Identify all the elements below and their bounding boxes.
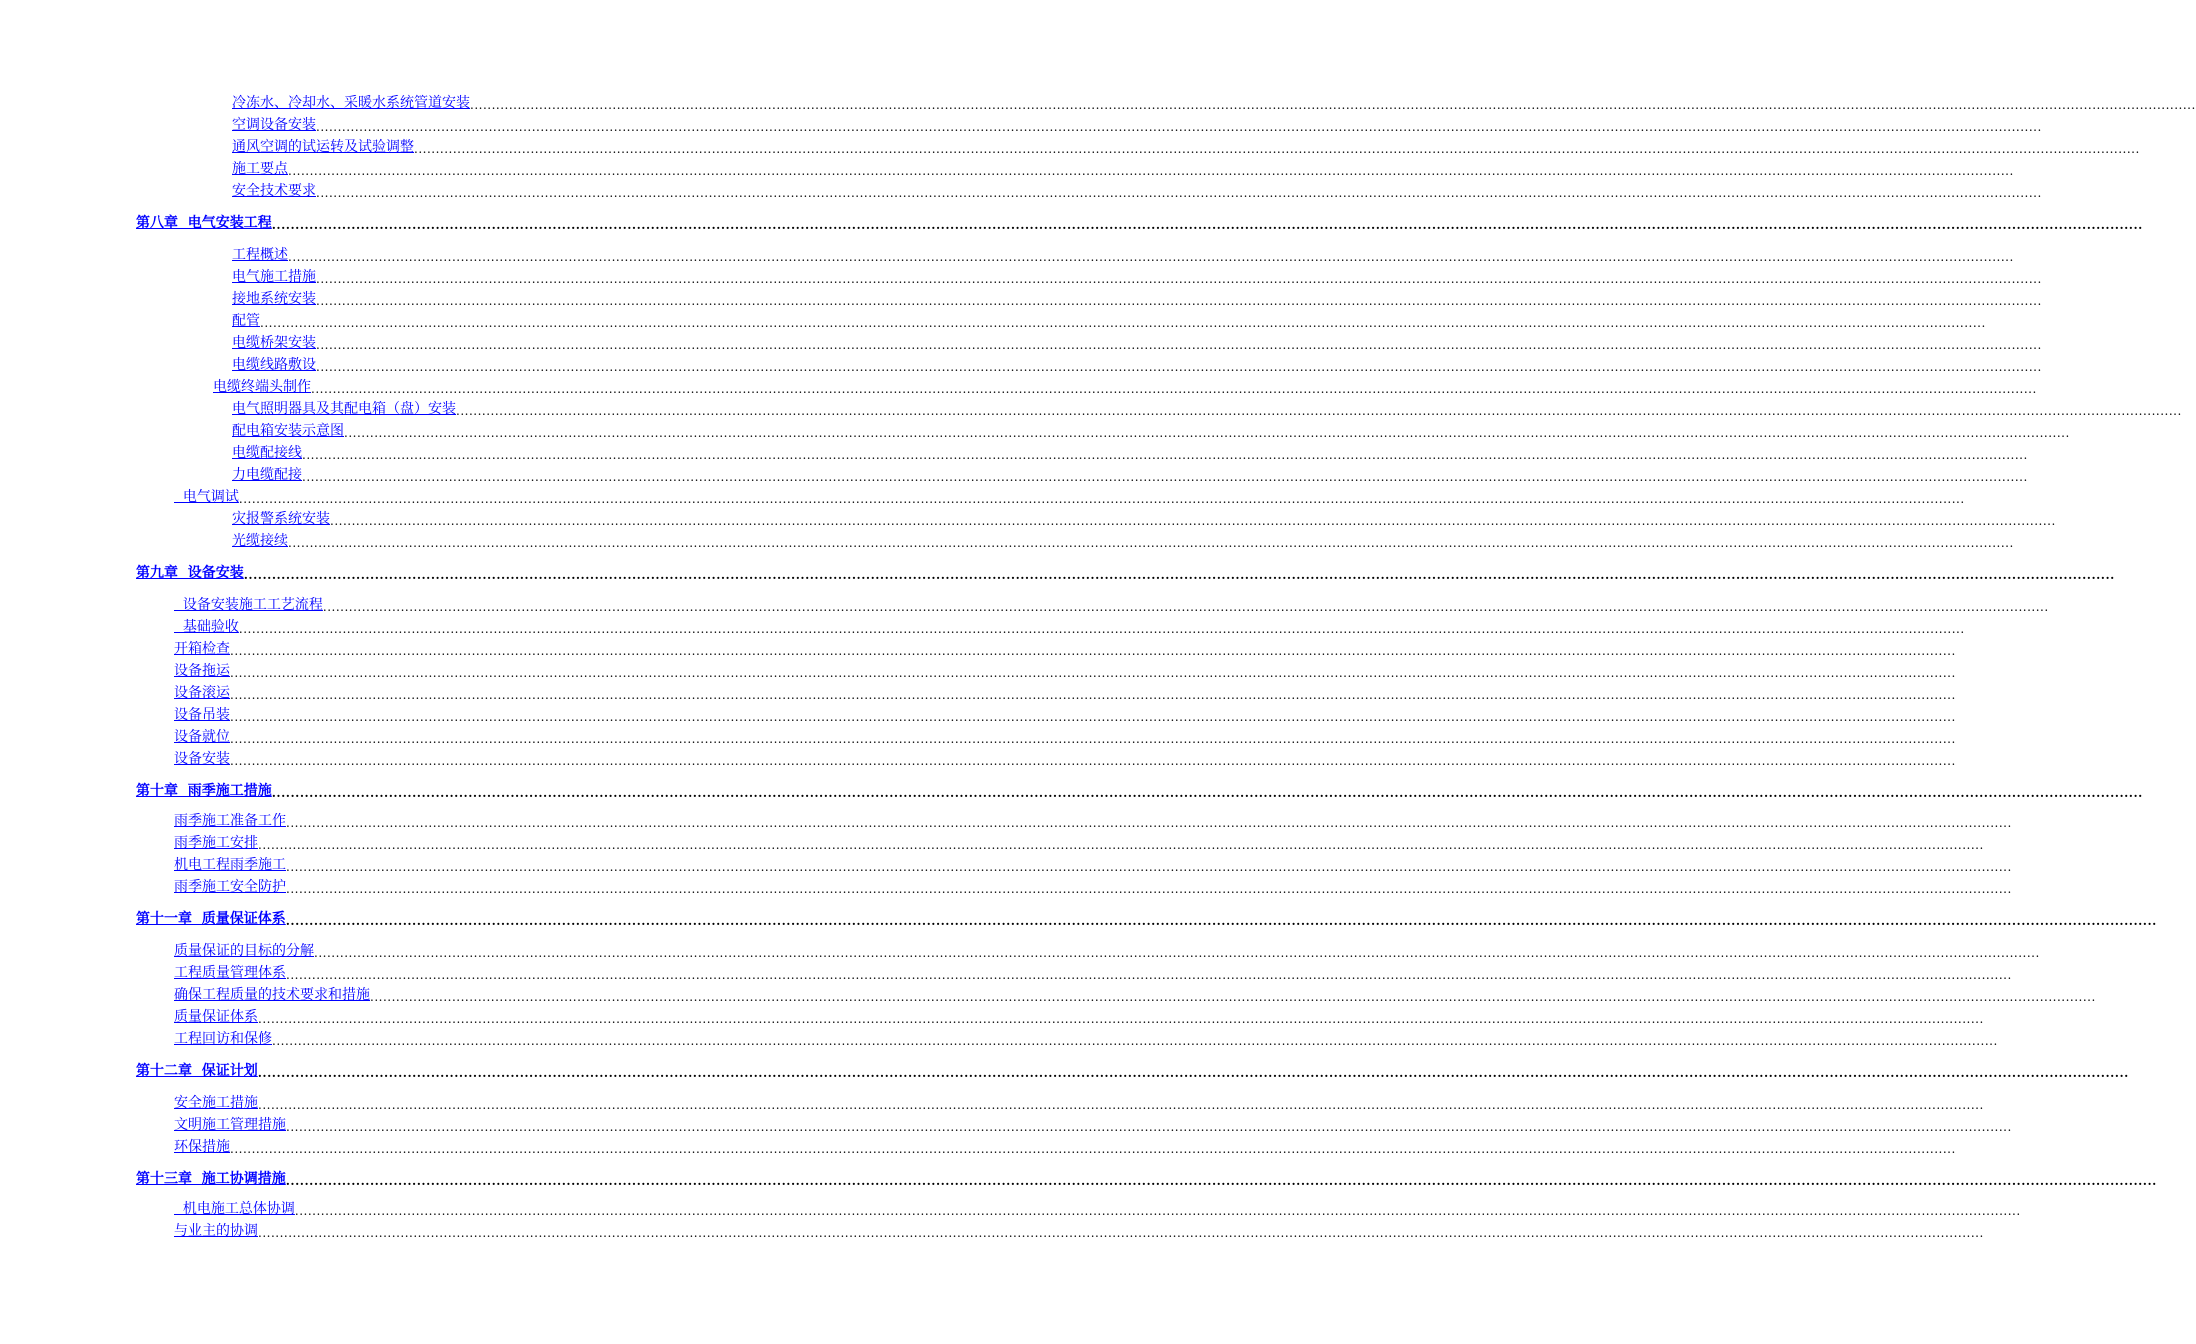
- dot-leader: ................................................................................................................................................................................................................................................................................................................................................................................................................: [238, 492, 1965, 506]
- toc-entry-link[interactable]: 配管: [232, 313, 260, 329]
- toc-entry[interactable]: [174, 940, 2040, 960]
- dot-leader: ................................................................................................................................................................................................................................................................................................................................................................................................................: [286, 860, 2012, 874]
- toc-entry-link[interactable]: 空调设备安装: [232, 117, 316, 133]
- dot-leader: ................................................................................................................................................................................................................................................................................................................................................................................................................: [260, 316, 1986, 330]
- toc-entry[interactable]: [232, 180, 2042, 200]
- toc-entry[interactable]: [174, 984, 2096, 1004]
- toc-entry[interactable]: [232, 420, 2070, 440]
- toc-entry[interactable]: [232, 310, 1986, 330]
- dot-leader: ................................................................................................................................................................................................................................................................................................................................................................................................................: [258, 1226, 1984, 1240]
- toc-entry[interactable]: [174, 1220, 1984, 1240]
- toc-entry[interactable]: [232, 354, 2042, 374]
- toc-entry-link[interactable]: 设备吊装: [174, 707, 230, 723]
- toc-entry-link[interactable]: 开箱检查: [174, 641, 230, 657]
- toc-entry-link[interactable]: 电缆终端头制作: [213, 379, 311, 395]
- dot-leader: ................................................................................................................................................................................................................................................................................................................................................................................................................: [322, 600, 2049, 614]
- dot-leader: ................................................................................................................................................................................................................................................................................................................................................................................................................: [294, 1204, 2021, 1218]
- toc-entry[interactable]: [232, 288, 2042, 308]
- toc-entry-link[interactable]: 冷冻水、冷却水、采暖水系统管道安装: [232, 95, 470, 111]
- toc-entry-link[interactable]: 工程概述: [232, 247, 288, 263]
- toc-chapter[interactable]: [136, 562, 2115, 582]
- toc-entry-link[interactable]: 力电缆配接: [232, 467, 302, 483]
- dot-leader: ................................................................................................................................................................................................................................................................................................................................................................................................................: [285, 914, 2157, 928]
- dot-leader: ................................................................................................................................................................................................................................................................................................................................................................................................................: [258, 1012, 1984, 1026]
- dot-leader: ................................................................................................................................................................................................................................................................................................................................................................................................................: [370, 990, 2096, 1004]
- toc-entry-link[interactable]: 光缆接续: [232, 533, 288, 549]
- toc-entry[interactable]: [232, 332, 2042, 352]
- dot-leader: ................................................................................................................................................................................................................................................................................................................................................................................................................: [288, 164, 2014, 178]
- dot-leader: ................................................................................................................................................................................................................................................................................................................................................................................................................: [230, 666, 1956, 680]
- toc-chapter[interactable]: [136, 212, 2143, 232]
- dot-leader: ................................................................................................................................................................................................................................................................................................................................................................................................................: [316, 360, 2042, 374]
- toc-entry-link[interactable]: 文明施工管理措施: [174, 1117, 286, 1133]
- dot-leader: ................................................................................................................................................................................................................................................................................................................................................................................................................: [271, 218, 2143, 232]
- dot-leader: ................................................................................................................................................................................................................................................................................................................................................................................................................: [316, 294, 2042, 308]
- toc-entry-link[interactable]: 通风空调的试运转及试验调整: [232, 139, 414, 155]
- dot-leader: ................................................................................................................................................................................................................................................................................................................................................................................................................: [316, 338, 2042, 352]
- dot-leader: ................................................................................................................................................................................................................................................................................................................................................................................................................: [286, 816, 2012, 830]
- toc-entry[interactable]: [174, 810, 2012, 830]
- toc-entry-link[interactable]: 第九章 设备安装: [136, 565, 244, 581]
- toc-entry-link[interactable]: 质量保证体系: [174, 1009, 258, 1025]
- dot-leader: ................................................................................................................................................................................................................................................................................................................................................................................................................: [230, 732, 1956, 746]
- toc-entry[interactable]: [232, 136, 2140, 156]
- toc-entry[interactable]: [232, 266, 2042, 286]
- toc-entry[interactable]: [232, 530, 2014, 550]
- dot-leader: ................................................................................................................................................................................................................................................................................................................................................................................................................: [258, 1098, 1984, 1112]
- toc-entry-link[interactable]: 工程回访和保修: [174, 1031, 272, 1047]
- dot-leader: ................................................................................................................................................................................................................................................................................................................................................................................................................: [316, 120, 2042, 134]
- toc-entry-link[interactable]: 第十章 雨季施工措施: [136, 783, 272, 799]
- toc-chapter[interactable]: [136, 780, 2143, 800]
- dot-leader: ................................................................................................................................................................................................................................................................................................................................................................................................................: [271, 786, 2143, 800]
- toc-entry-link[interactable]: 电气调试: [174, 489, 239, 505]
- toc-entry[interactable]: [174, 1136, 1956, 1156]
- dot-leader: ................................................................................................................................................................................................................................................................................................................................................................................................................: [316, 272, 2042, 286]
- toc-chapter[interactable]: [136, 908, 2157, 928]
- toc-entry-link[interactable]: 电缆配接线: [232, 445, 302, 461]
- dot-leader: ................................................................................................................................................................................................................................................................................................................................................................................................................: [344, 426, 2070, 440]
- toc-entry-link[interactable]: 施工要点: [232, 161, 288, 177]
- dot-leader: ................................................................................................................................................................................................................................................................................................................................................................................................................: [302, 470, 2028, 484]
- dot-leader: ................................................................................................................................................................................................................................................................................................................................................................................................................: [230, 1142, 1956, 1156]
- toc-entry-link[interactable]: 设备安装施工工艺流程: [174, 597, 323, 613]
- toc-entry-link[interactable]: 工程质量管理体系: [174, 965, 286, 981]
- toc-entry-link[interactable]: 第十二章 保证计划: [136, 1063, 258, 1079]
- toc-entry[interactable]: [174, 748, 1956, 768]
- toc-entry-link[interactable]: 电缆桥架安装: [232, 335, 316, 351]
- toc-entry[interactable]: [174, 1006, 1984, 1026]
- toc-entry-link[interactable]: 环保措施: [174, 1139, 230, 1155]
- dot-leader: ................................................................................................................................................................................................................................................................................................................................................................................................................: [230, 688, 1956, 702]
- toc-entry-link[interactable]: 雨季施工安全防护: [174, 879, 286, 895]
- toc-entry[interactable]: [174, 594, 2049, 614]
- toc-entry[interactable]: [174, 832, 1984, 852]
- dot-leader: ................................................................................................................................................................................................................................................................................................................................................................................................................: [302, 448, 2028, 462]
- toc-entry-link[interactable]: 第十三章 施工协调措施: [136, 1171, 286, 1187]
- toc-entry-link[interactable]: 设备就位: [174, 729, 230, 745]
- dot-leader: ................................................................................................................................................................................................................................................................................................................................................................................................................: [230, 644, 1956, 658]
- toc-entry[interactable]: [174, 660, 1956, 680]
- toc-entry-link[interactable]: 雨季施工准备工作: [174, 813, 286, 829]
- dot-leader: ................................................................................................................................................................................................................................................................................................................................................................................................................: [238, 622, 1965, 636]
- toc-entry-link[interactable]: 质量保证的目标的分解: [174, 943, 314, 959]
- dot-leader: ................................................................................................................................................................................................................................................................................................................................................................................................................: [414, 142, 2140, 156]
- dot-leader: ................................................................................................................................................................................................................................................................................................................................................................................................................: [230, 754, 1956, 768]
- toc-entry-link[interactable]: 配电箱安装示意图: [232, 423, 344, 439]
- toc-entry[interactable]: [232, 442, 2028, 462]
- toc-entry[interactable]: [232, 508, 2056, 528]
- dot-leader: ................................................................................................................................................................................................................................................................................................................................................................................................................: [330, 514, 2056, 528]
- toc-entry-link[interactable]: 安全施工措施: [174, 1095, 258, 1111]
- toc-entry[interactable]: [174, 1114, 2012, 1134]
- toc-entry[interactable]: [174, 486, 1965, 506]
- toc-entry[interactable]: [232, 398, 2182, 418]
- dot-leader: ................................................................................................................................................................................................................................................................................................................................................................................................................: [288, 250, 2014, 264]
- dot-leader: ................................................................................................................................................................................................................................................................................................................................................................................................................: [258, 838, 1984, 852]
- toc-entry-link[interactable]: 设备拖运: [174, 663, 230, 679]
- dot-leader: ................................................................................................................................................................................................................................................................................................................................................................................................................: [286, 968, 2012, 982]
- toc-entry-link[interactable]: 灾报警系统安装: [232, 511, 330, 527]
- toc-entry-link[interactable]: 接地系统安装: [232, 291, 316, 307]
- dot-leader: ................................................................................................................................................................................................................................................................................................................................................................................................................: [286, 1120, 2012, 1134]
- toc-entry[interactable]: [174, 1198, 2021, 1218]
- toc-entry-link[interactable]: 确保工程质量的技术要求和措施: [174, 987, 370, 1003]
- toc-entry-link[interactable]: 机电施工总体协调: [174, 1201, 295, 1217]
- dot-leader: ................................................................................................................................................................................................................................................................................................................................................................................................................: [230, 710, 1956, 724]
- toc-entry-link[interactable]: 雨季施工安排: [174, 835, 258, 851]
- toc-entry-link[interactable]: 安全技术要求: [232, 183, 316, 199]
- toc-entry-link[interactable]: 电气施工措施: [232, 269, 316, 285]
- toc-entry-link[interactable]: 基础验收: [174, 619, 239, 635]
- toc-entry[interactable]: [174, 962, 2012, 982]
- toc-entry-link[interactable]: 电气照明器具及其配电箱（盘）安装: [232, 401, 456, 417]
- toc-entry-link[interactable]: 第十一章 质量保证体系: [136, 911, 286, 927]
- toc-entry[interactable]: [174, 726, 1956, 746]
- dot-leader: ................................................................................................................................................................................................................................................................................................................................................................................................................: [288, 536, 2014, 550]
- toc-entry[interactable]: [174, 682, 1956, 702]
- toc-entry[interactable]: [213, 376, 2037, 396]
- dot-leader: ................................................................................................................................................................................................................................................................................................................................................................................................................: [470, 98, 2196, 112]
- toc-entry[interactable]: [232, 92, 2196, 112]
- toc-entry-link[interactable]: 设备安装: [174, 751, 230, 767]
- toc-entry[interactable]: [174, 638, 1956, 658]
- toc-entry[interactable]: [232, 244, 2014, 264]
- toc-entry[interactable]: [232, 114, 2042, 134]
- dot-leader: ................................................................................................................................................................................................................................................................................................................................................................................................................: [286, 882, 2012, 896]
- toc-entry[interactable]: [174, 876, 2012, 896]
- toc-entry[interactable]: [174, 1028, 1998, 1048]
- toc-entry-link[interactable]: 机电工程雨季施工: [174, 857, 286, 873]
- toc-entry-link[interactable]: 设备滚运: [174, 685, 230, 701]
- toc-entry[interactable]: [232, 158, 2014, 178]
- dot-leader: ................................................................................................................................................................................................................................................................................................................................................................................................................: [314, 946, 2040, 960]
- toc-entry-link[interactable]: 电缆线路敷设: [232, 357, 316, 373]
- toc-chapter[interactable]: [136, 1168, 2157, 1188]
- dot-leader: ................................................................................................................................................................................................................................................................................................................................................................................................................: [311, 382, 2037, 396]
- dot-leader: ................................................................................................................................................................................................................................................................................................................................................................................................................: [316, 186, 2042, 200]
- dot-leader: ................................................................................................................................................................................................................................................................................................................................................................................................................: [243, 568, 2115, 582]
- dot-leader: ................................................................................................................................................................................................................................................................................................................................................................................................................: [257, 1066, 2129, 1080]
- toc-entry-link[interactable]: 与业主的协调: [174, 1223, 258, 1239]
- toc-entry[interactable]: [174, 704, 1956, 724]
- toc-entry[interactable]: [174, 854, 2012, 874]
- toc-entry[interactable]: [174, 1092, 1984, 1112]
- toc-chapter[interactable]: [136, 1060, 2129, 1080]
- toc-entry[interactable]: [174, 616, 1965, 636]
- dot-leader: ................................................................................................................................................................................................................................................................................................................................................................................................................: [285, 1174, 2157, 1188]
- toc-entry-link[interactable]: 第八章 电气安装工程: [136, 215, 272, 231]
- dot-leader: ................................................................................................................................................................................................................................................................................................................................................................................................................: [456, 404, 2182, 418]
- toc-entry[interactable]: [232, 464, 2028, 484]
- dot-leader: ................................................................................................................................................................................................................................................................................................................................................................................................................: [272, 1034, 1998, 1048]
